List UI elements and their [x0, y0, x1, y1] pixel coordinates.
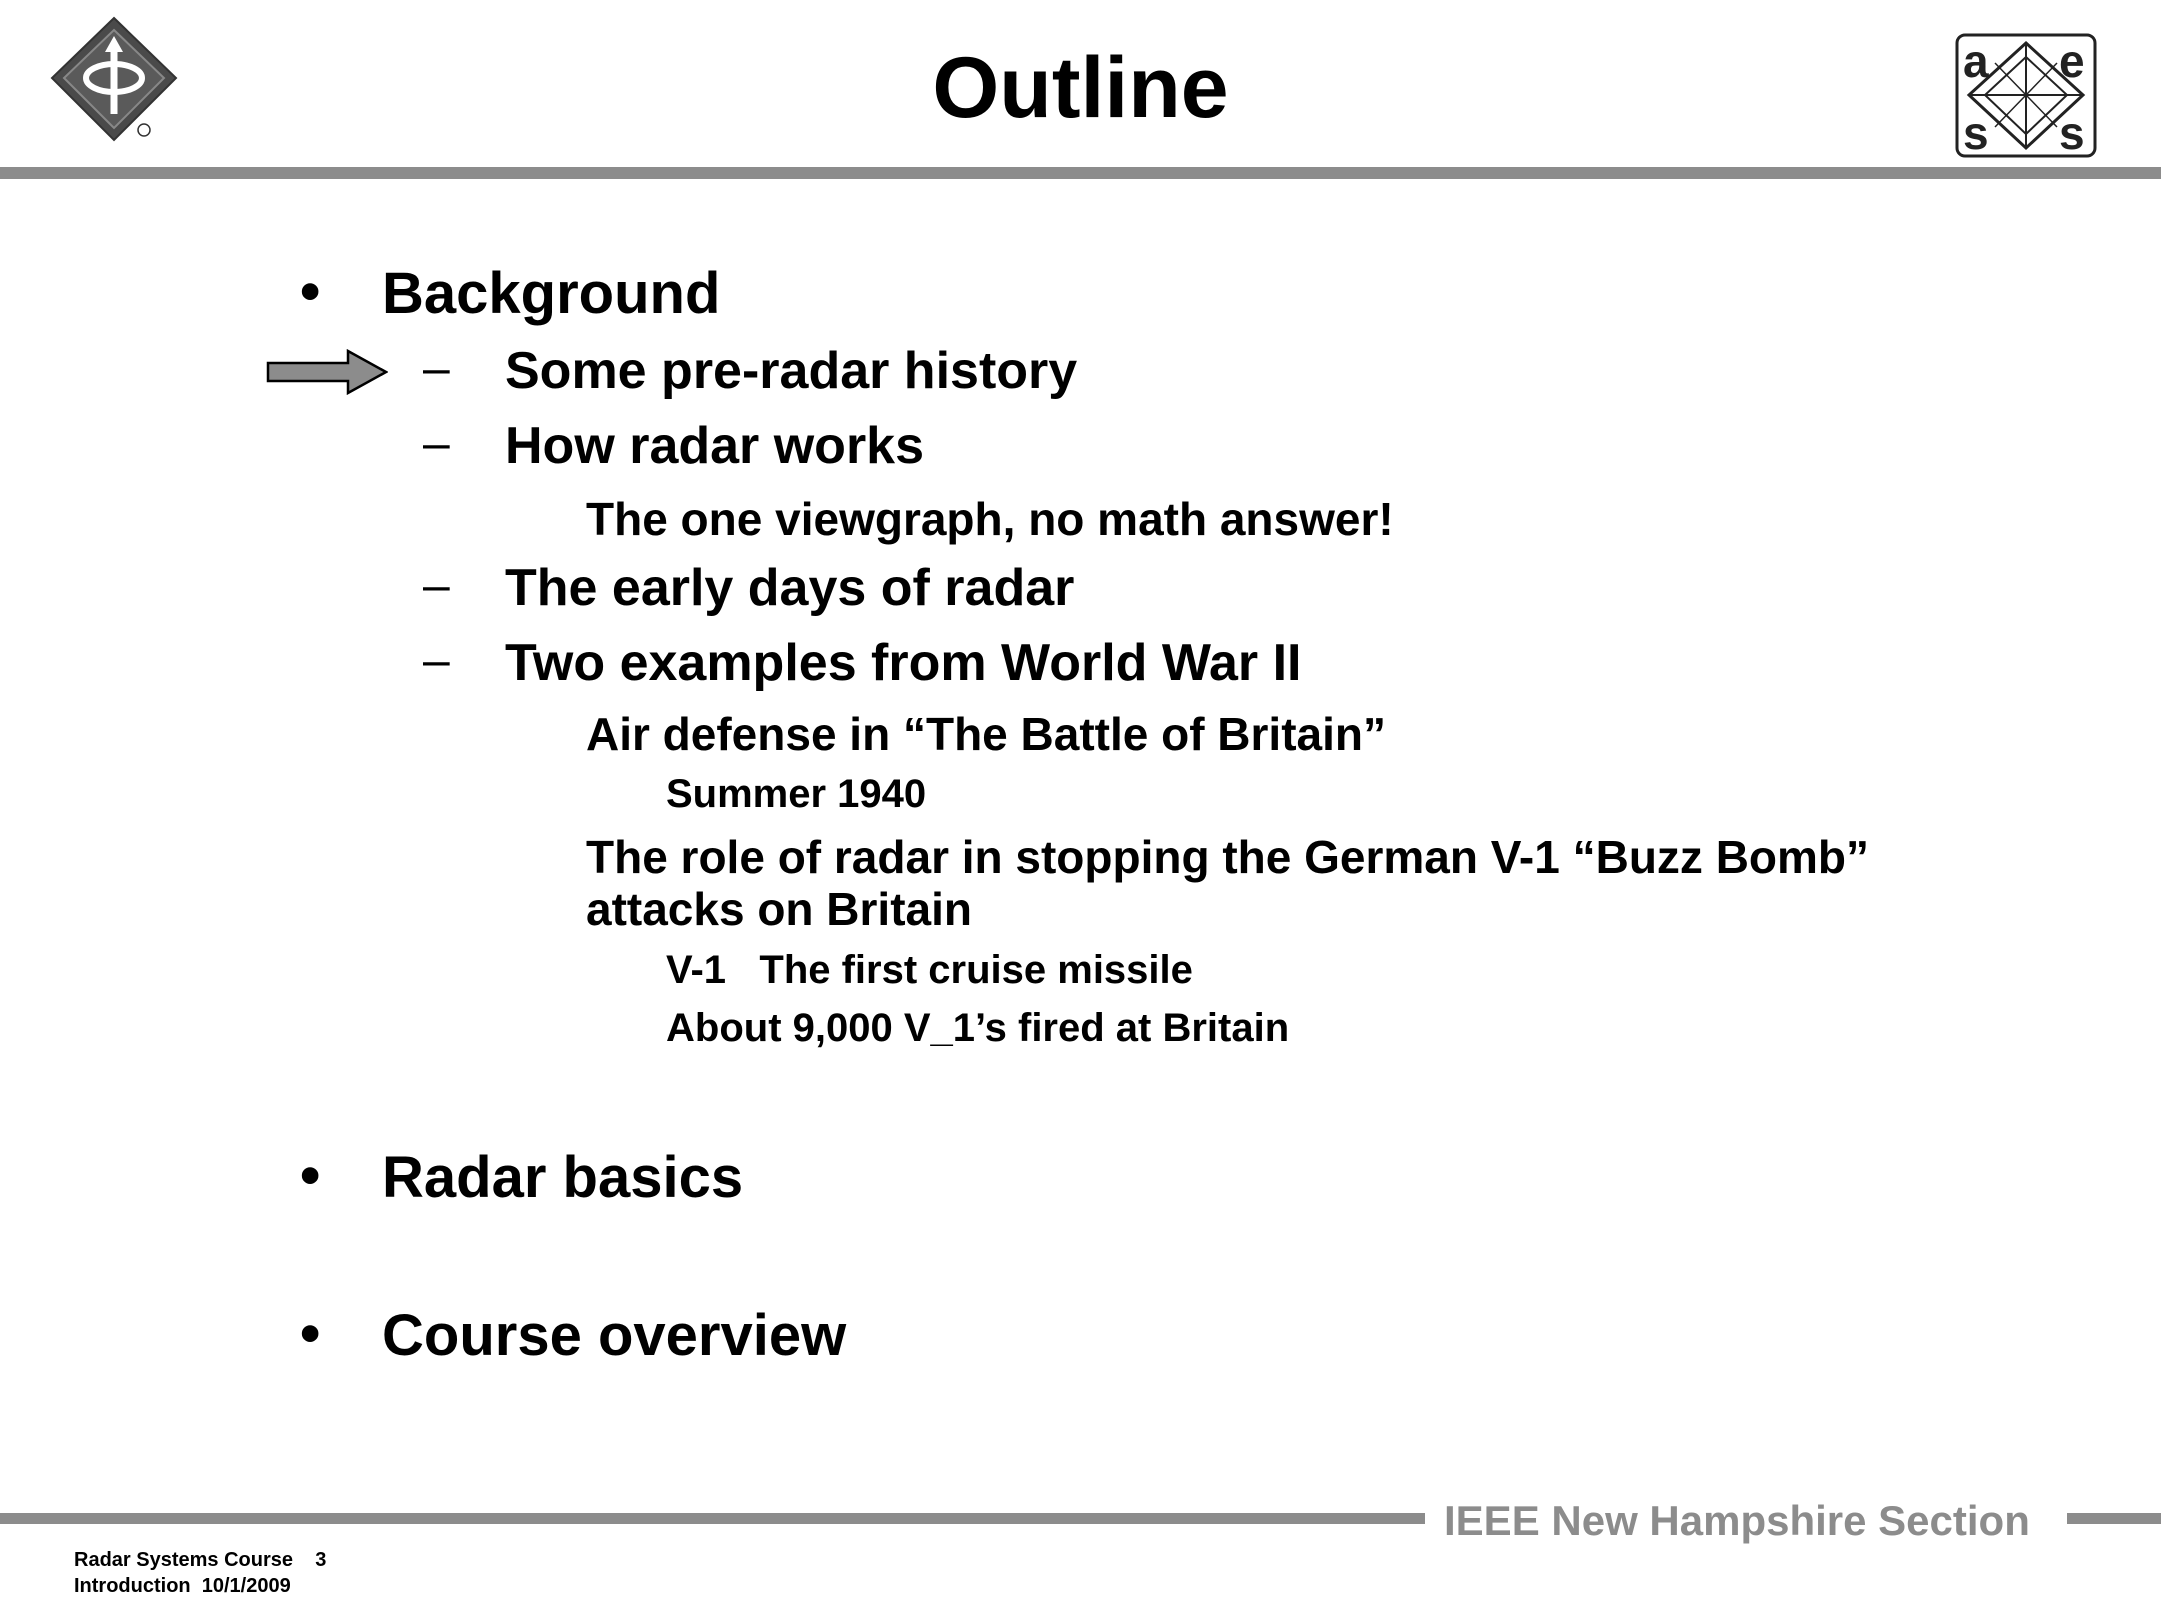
current-item-arrow-icon	[266, 349, 388, 395]
outline-air-defense: Air defense in “The Battle of Britain”	[586, 708, 1386, 760]
svg-text:s: s	[2059, 107, 2085, 158]
outline-summer-1940: Summer 1940	[666, 772, 927, 816]
svg-text:e: e	[2059, 35, 2085, 87]
slide-title: Outline	[932, 40, 1229, 136]
outline-early-days: The early days of radar	[505, 559, 1075, 617]
outline-background: Background	[382, 261, 721, 326]
footer-intro-date: Introduction 10/1/2009	[74, 1575, 291, 1597]
footer-course-page: Radar Systems Course 3	[74, 1549, 327, 1571]
aess-logo	[1955, 33, 2097, 158]
bullet-radar-basics: •	[300, 1143, 321, 1208]
outline-course-overview: Course overview	[382, 1303, 847, 1368]
svg-text:a: a	[1963, 35, 1989, 87]
outline-pre-radar-history: Some pre-radar history	[505, 342, 1078, 400]
outline-two-examples: Two examples from World War II	[505, 634, 1302, 692]
section-label: IEEE New Hampshire Section	[1444, 1497, 2030, 1544]
outline-v1-role: The role of radar in stopping the German V-1 “Buzz Bomb” attacks on Britain	[586, 831, 1870, 935]
top-divider	[0, 167, 2161, 179]
outline-how-radar-works: How radar works	[505, 417, 925, 475]
dash-how-radar-works: –	[423, 417, 450, 470]
outline-v1-first-cruise-missile: V-1 The first cruise missile	[666, 948, 1193, 992]
svg-text:s: s	[1963, 107, 1989, 158]
dash-pre-radar: –	[423, 342, 450, 395]
bullet-background: •	[300, 259, 321, 324]
bullet-course-overview: •	[300, 1301, 321, 1366]
dash-early-days: –	[423, 559, 450, 612]
bottom-divider-right	[2067, 1513, 2161, 1524]
dash-two-examples: –	[423, 634, 450, 687]
outline-radar-basics: Radar basics	[382, 1145, 744, 1210]
outline-v1-count: About 9,000 V_1’s fired at Britain	[666, 1006, 1290, 1050]
bottom-divider-left	[0, 1513, 1425, 1524]
outline-one-viewgraph: The one viewgraph, no math answer!	[586, 493, 1394, 545]
